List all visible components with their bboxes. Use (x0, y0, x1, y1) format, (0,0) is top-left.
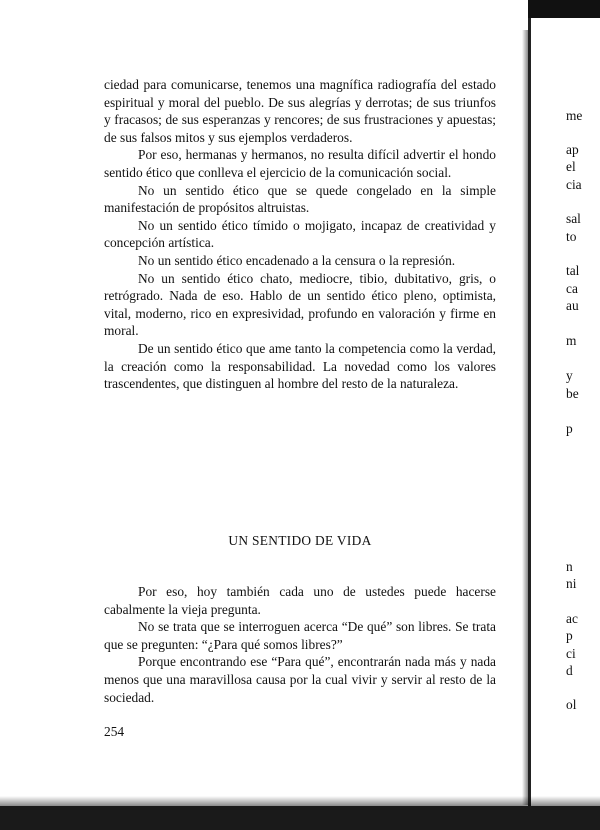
right-page-fragment: ol (566, 697, 577, 712)
right-page-fragment: d (566, 663, 573, 678)
body-text-top (104, 76, 496, 393)
paragraph: De un sentido ético que ame tanto la competencia como la verdad, la creación como la responsabilidad. La novedad como los valores trascendentes, que distinguen al hombre del resto de la naturaleza. (104, 340, 496, 392)
paragraph: No un sentido ético tímido o mojigato, incapaz de creatividad y concepción artística. (104, 217, 496, 251)
paragraph: Por eso, hermanas y hermanos, no resulta difícil advertir el hondo sentido ético que conlleva el ejercicio de la comunicación social. (104, 147, 496, 180)
scan-bottom-edge (0, 806, 600, 830)
paragraph: Por eso, hoy también cada uno de ustedes puede hacerse cabalmente la vieja pregunta. (104, 584, 496, 617)
right-page-fragment: au (566, 298, 579, 313)
right-page-fragment: me (566, 108, 583, 123)
paragraph: Porque encontrando ese “Para qué”, encontrarán nada más y nada menos que una maravillosa causa por la cual vivir y servir al resto de la sociedad. (104, 654, 496, 705)
right-page-fragment: n (566, 559, 573, 574)
right-page-fragment: sal (566, 211, 581, 226)
section-heading: UN SENTIDO DE VIDA (228, 533, 372, 548)
paragraph: No un sentido ético encadenado a la censura o la represión. (138, 252, 456, 268)
right-page-fragment: m (566, 333, 577, 348)
right-page-fragment: tal (566, 263, 580, 278)
right-page-fragment: be (566, 386, 579, 401)
right-page-fragment: ac (566, 611, 578, 626)
right-page-fragment: p (566, 421, 573, 436)
page-number: 254 (104, 724, 125, 739)
paragraph: No un sentido ético chato, mediocre, tibio, dubitativo, gris, o retrógrado. Nada de eso. Hablo de un sentido ético pleno, optimista, vital, moderno, rico en expresividad, profundo en valoración y firme en moral. (104, 270, 496, 339)
right-page-fragment: ni (566, 576, 577, 591)
right-page-fragment: p (566, 628, 573, 643)
right-page-fragment: el (566, 159, 576, 174)
paragraph: ciedad para comunicarse, tenemos una magnífica radiografía del estado espiritual y moral del pueblo. De sus alegrías y derrotas; de sus triunfos y fracasos; de sus esperanzas y rencores; de sus frustraciones y apuestas; de sus falsos mitos y sus ejemplos verdaderos. (104, 77, 496, 145)
right-page-fragment: ap (566, 142, 579, 157)
body-text-bottom (104, 583, 496, 706)
right-page-fragment: ci (566, 646, 576, 661)
right-page-fragment: ca (566, 281, 578, 296)
paragraph: No un sentido ético que se quede congelado en la simple manifestación de propósitos altruistas. (104, 182, 496, 216)
scan-dark-corner (528, 0, 600, 18)
right-page-fragment: to (566, 229, 577, 244)
right-page-fragment: cia (566, 177, 582, 192)
right-page-fragment: y (566, 368, 573, 383)
paragraph: No se trata que se interroguen acerca “De qué” son libres. Se trata que se pregunten: “¿Para qué somos libres?” (104, 619, 496, 652)
